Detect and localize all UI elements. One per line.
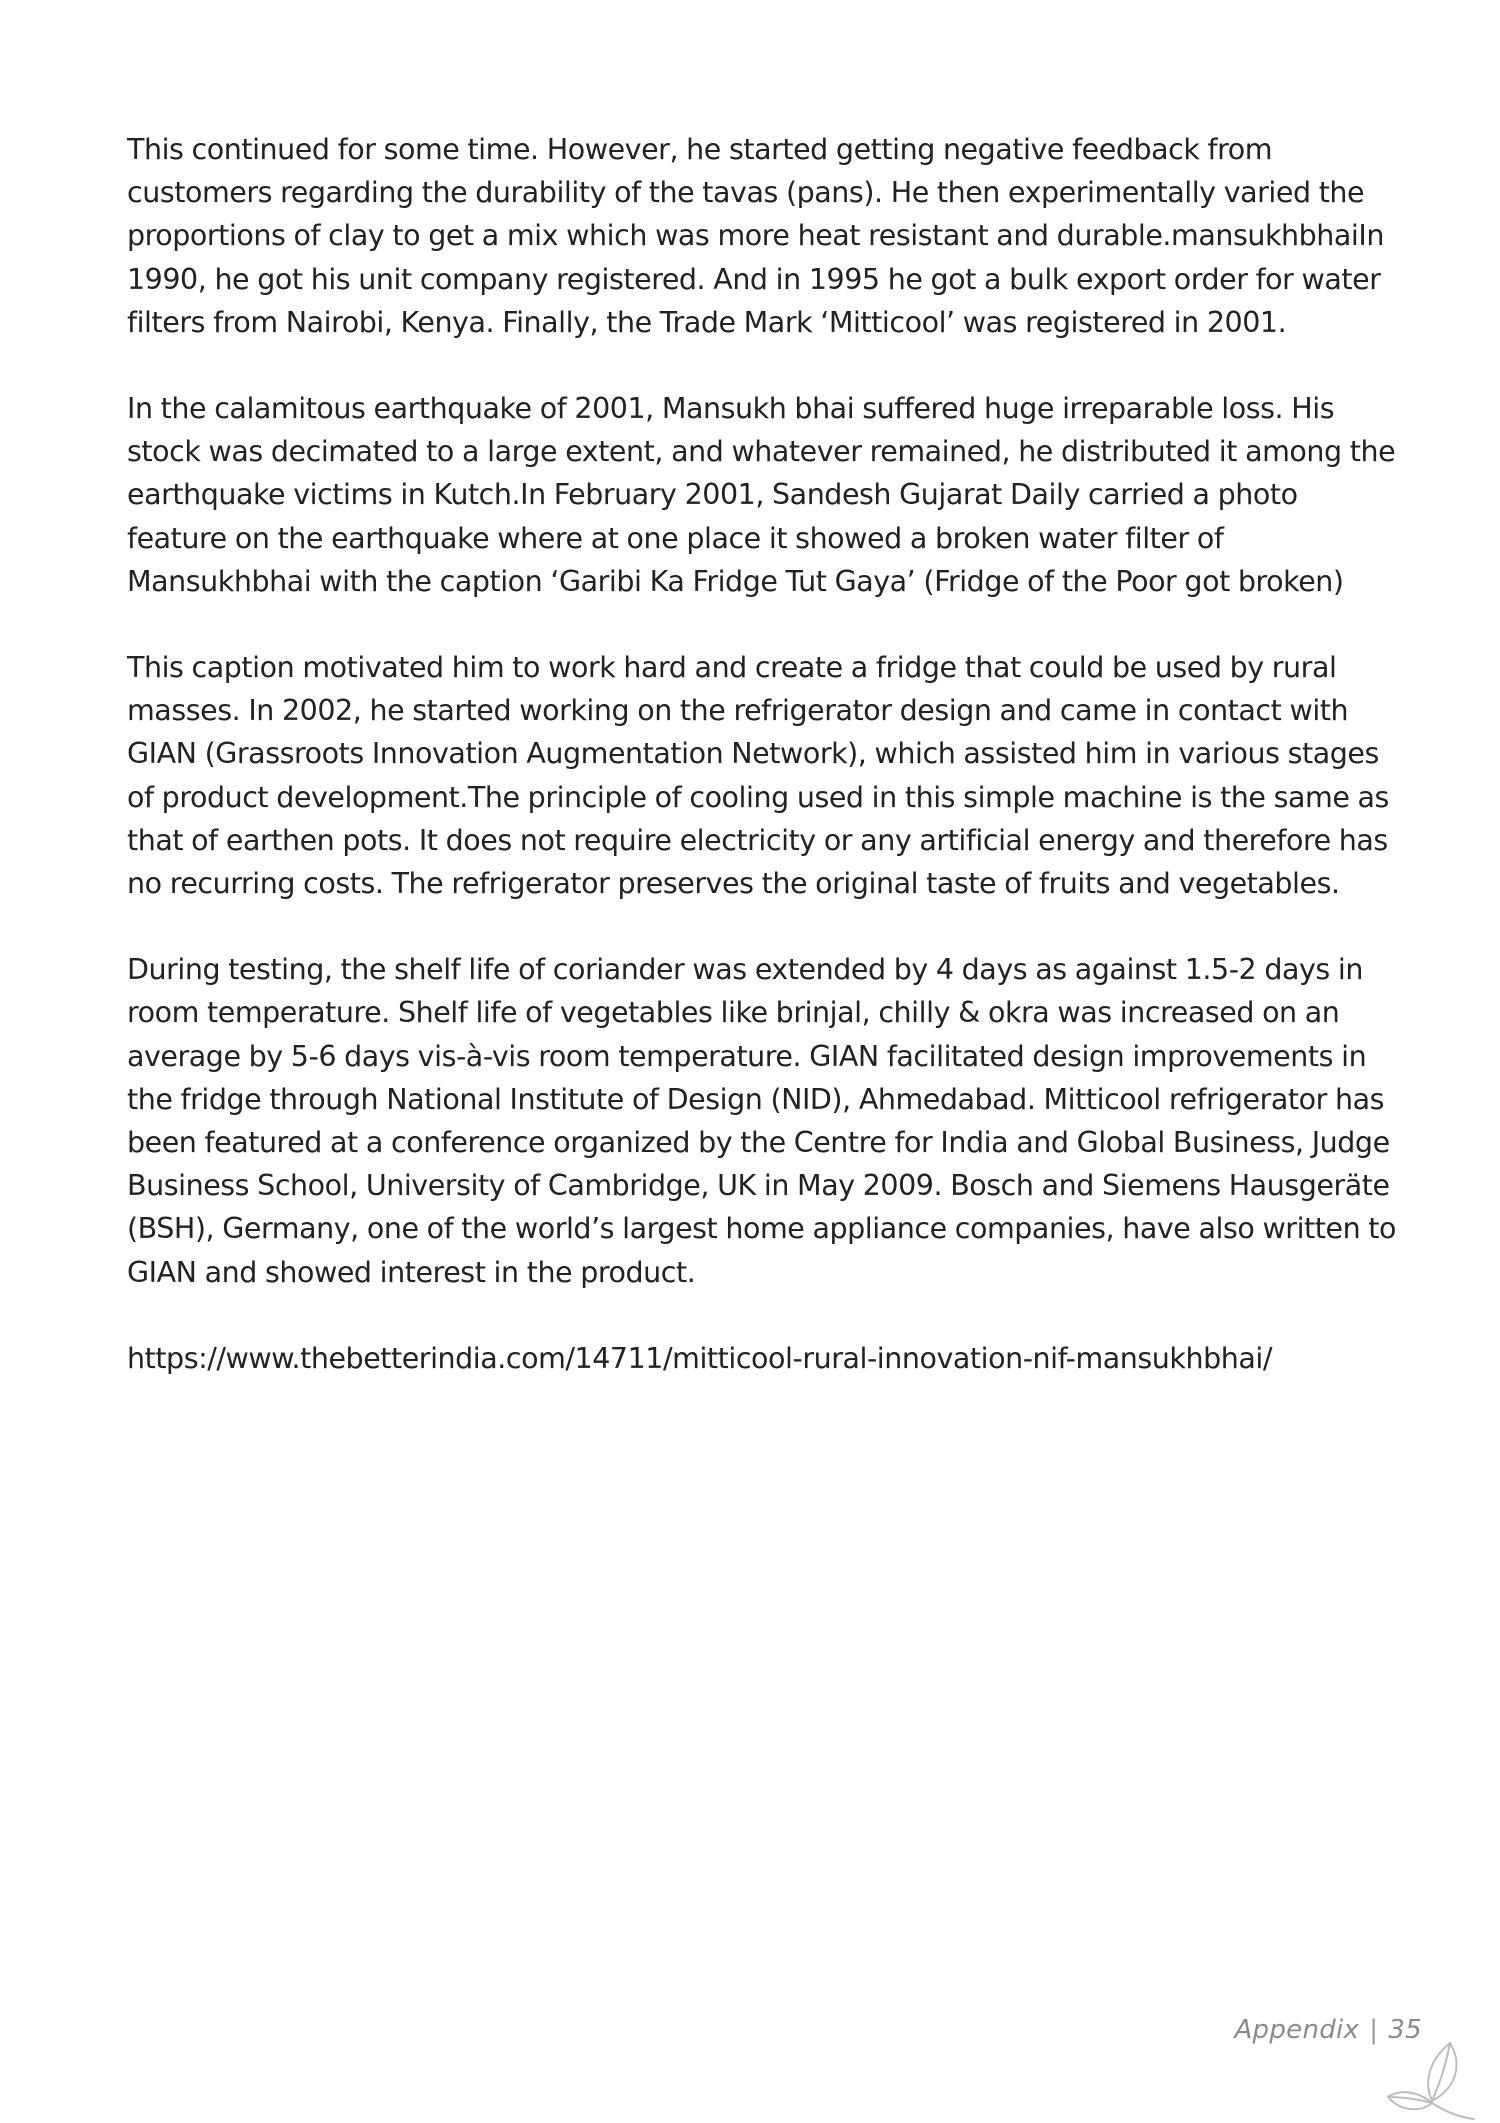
footer-section-label: Appendix bbox=[1234, 2015, 1360, 2045]
leaf-icon bbox=[1384, 2013, 1484, 2123]
footer-separator: | bbox=[1369, 2015, 1379, 2045]
paragraph-1: This continued for some time. However, he started getting negative feedback from customers regarding the durability of the tavas (pans). He then experimentally varied the proportions of clay to get a mix which was more heat resistant and durable.mansukhbhaiIn 1990, he got his unit company registered. And in 1995 he got a bulk export order for water filters from Nairobi, Kenya. Finally, the Trade Mark ‘Mitticool’ was registered in 2001. bbox=[127, 133, 1384, 339]
paragraph-3: This caption motivated him to work hard and create a fridge that could be used by rural masses. In 2002, he started working on the refrigerator design and came in contact with GIAN (Grassroots Innovation Augmentation Network), which assisted him in various stages of product development.The principle of cooling used in this simple machine is the same as that of earthen pots. It does not require electricity or any artificial energy and therefore has no recurring costs. The refrigerator preserves the original taste of fruits and vegetables. bbox=[127, 651, 1389, 901]
source-link[interactable]: https://www.thebetterindia.com/14711/mitticool-rural-innovation-nif-mansukhbhai/ bbox=[127, 1341, 1272, 1375]
page-number: 35 bbox=[1388, 2015, 1422, 2045]
paragraph-2: In the calamitous earthquake of 2001, Mansukh bhai suffered huge irreparable loss. His stock was decimated to a large extent, and whatever remained, he distributed it among the earthquake victims in Kutch.In February 2001, Sandesh Gujarat Daily carried a photo feature on the earthquake where at one place it showed a broken water filter of Mansukhbhai with the caption ‘Garibi Ka Fridge Tut Gaya’ (Fridge of the Poor got broken) bbox=[127, 392, 1396, 598]
document-body bbox=[127, 128, 1397, 1380]
paragraph-4: During testing, the shelf life of coriander was extended by 4 days as against 1.5-2 days in room temperature. Shelf life of vegetables like brinjal, chilly & okra was increased on an average by 5-6 days vis-à-vis room temperature. GIAN facilitated design improvements in the fridge through National Institute of Design (NID), Ahmedabad. Mitticool refrigerator has been featured at a conference organized by the Centre for India and Global Business, Judge Business School, University of Cambridge, UK in May 2009. Bosch and Siemens Hausgeräte (BSH), Germany, one of the world’s largest home appliance companies, have also written to GIAN and showed interest in the product. bbox=[127, 953, 1397, 1289]
